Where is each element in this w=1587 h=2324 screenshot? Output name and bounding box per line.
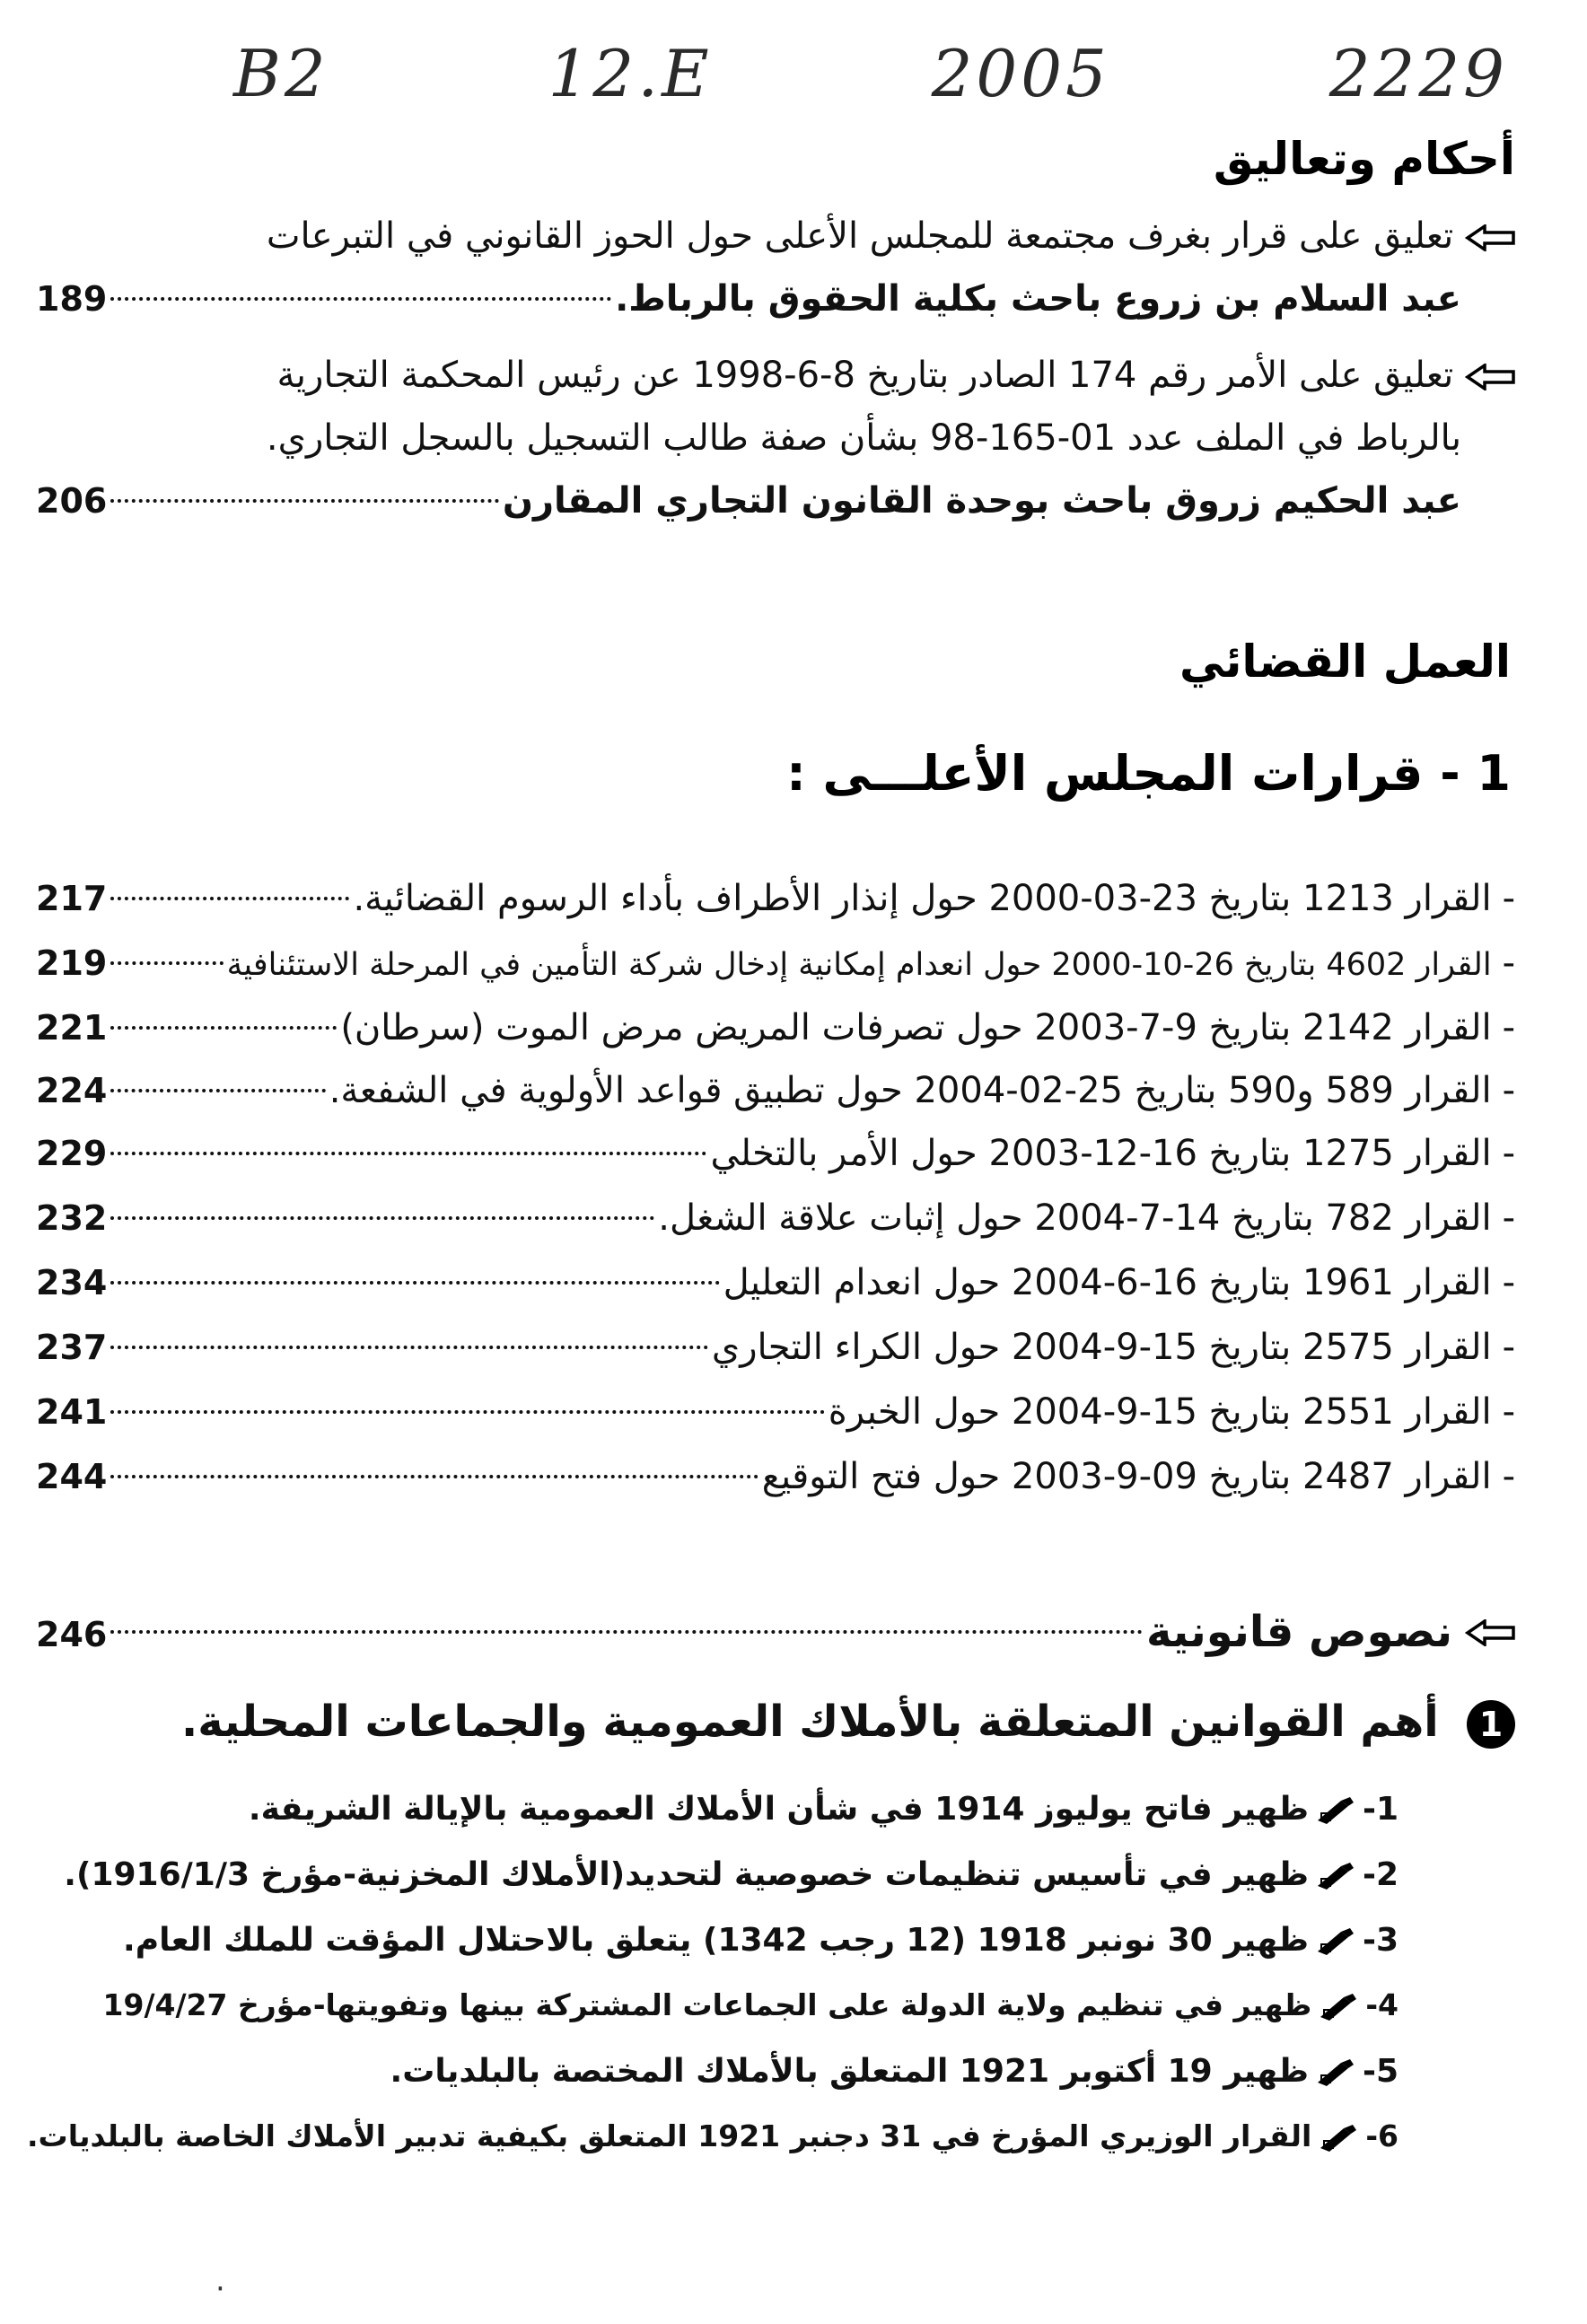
decision-row (36, 1327, 1515, 1368)
comment-1-line-1: تعليق على قرار بغرف مجتمعة للمجلس الأعلى حول الحوز القانوني في التبرعات (267, 215, 1515, 257)
legal-texts-title: نصوص قانونية (1146, 1607, 1452, 1657)
decision-prefix: - (1502, 1197, 1515, 1239)
law-item-number: 5- (1362, 2053, 1398, 2090)
decision-row (36, 1197, 1515, 1239)
decision-text: القرار 589 و590 بتاريخ 25-02-2004 حول تطبيق قواعد الأولوية في الشفعة. (329, 1070, 1492, 1111)
law-item-text: ظهير 19 أكتوبر 1921 المتعلق بالأملاك المختصة بالبلديات. (390, 2053, 1309, 2090)
pen-hand-icon (1314, 1926, 1357, 1957)
comments-section-title: أحكام وتعاليق (1213, 133, 1515, 185)
decision-prefix: - (1502, 1070, 1515, 1111)
law-item-number: 1- (1362, 1791, 1398, 1828)
decision-row (36, 1456, 1515, 1497)
leader-dots (110, 897, 349, 900)
decision-text: القرار 782 بتاريخ 14-7-2004 حول إثبات علاقة الشغل. (658, 1197, 1492, 1239)
page-number: 189 (36, 279, 108, 319)
law-item (123, 1922, 1398, 1959)
decision-prefix: - (1502, 1456, 1515, 1497)
leader-dots (110, 1281, 719, 1285)
page-number: 229 (36, 1134, 108, 1173)
comment-2-author: عبد الحكيم زروق باحث بوحدة القانون التجاري المقارن (502, 480, 1461, 522)
decisions-subtitle: 1 - قرارات المجلس الأعلـــى : (786, 745, 1511, 802)
decision-text: القرار 4602 بتاريخ 26-10-2000 حول انعدام إمكانية إدخال شركة التأمين في المرحلة الاستئنافية (226, 947, 1492, 983)
decision-row (36, 1007, 1515, 1048)
decision-text: القرار 1275 بتاريخ 16-12-2003 حول الأمر بالتخلي (710, 1133, 1492, 1174)
arrow-left-icon (1465, 224, 1515, 251)
page-number: 219 (36, 943, 108, 983)
law-item (64, 1856, 1398, 1893)
arrow-left-icon (1465, 1619, 1515, 1646)
handwritten-code: B2 (233, 36, 329, 111)
pen-hand-icon (1317, 1992, 1360, 2022)
comment-2-author-row (36, 480, 1461, 522)
decision-text: القرار 1213 بتاريخ 23-03-2000 حول إنذار الأطراف بأداء الرسوم القضائية. (353, 878, 1492, 919)
pen-hand-icon (1317, 2123, 1360, 2153)
comment-2-line-2: بالرباط في الملف عدد 01-165-98 بشأن صفة طالب التسجيل بالسجل التجاري. (266, 417, 1461, 459)
decision-row (36, 1070, 1515, 1111)
law-item-number: 4- (1365, 1987, 1398, 2022)
decision-row (36, 1133, 1515, 1174)
page-number: 241 (36, 1392, 108, 1432)
decision-row (36, 1391, 1515, 1433)
law-item-text: ظهير 30 نونبر 1918 (12 رجب 1342) يتعلق بالاحتلال المؤقت للملك العام. (123, 1922, 1309, 1959)
leader-dots (110, 1152, 706, 1155)
decision-prefix: - (1502, 1007, 1515, 1048)
page-number: 232 (36, 1198, 108, 1238)
laws-group-title: أهم القوانين المتعلقة بالأملاك العمومية والجماعات المحلية. (180, 1697, 1439, 1747)
law-item (103, 1987, 1398, 2022)
law-item-number: 2- (1362, 1856, 1398, 1893)
comment-2-line-1: تعليق على الأمر رقم 174 الصادر بتاريخ 8-6-1998 عن رئيس المحكمة التجارية (276, 355, 1515, 396)
decision-row (36, 943, 1515, 984)
leader-dots (110, 1346, 708, 1349)
page-number: 237 (36, 1328, 108, 1367)
group-number-badge: 1 (1467, 1700, 1515, 1749)
leader-dots (110, 1410, 824, 1414)
pen-hand-icon (1314, 2057, 1357, 2088)
decision-prefix: - (1502, 1262, 1515, 1303)
decision-prefix: - (1502, 943, 1515, 984)
page-number: 221 (36, 1008, 108, 1048)
scan-speck: · (215, 2271, 225, 2307)
decision-prefix: - (1502, 878, 1515, 919)
handwritten-year: 2005 (931, 36, 1110, 111)
page-number: 224 (36, 1071, 108, 1110)
page-number: 244 (36, 1457, 108, 1496)
handwritten-ref: 2229 (1328, 36, 1508, 111)
decision-text: القرار 1961 بتاريخ 16-6-2004 حول انعدام التعليل (723, 1262, 1492, 1303)
pen-hand-icon (1314, 1795, 1357, 1826)
decision-text: القرار 2142 بتاريخ 9-7-2003 حول تصرفات المريض مرض الموت (سرطان) (340, 1007, 1492, 1048)
laws-group-heading (181, 1697, 1515, 1749)
law-item-text: ظهير في تنظيم ولاية الدولة على الجماعات المشتركة بينها وتفويتها-مؤرخ 19/4/27 (102, 1987, 1312, 2022)
comment-1-author-row (36, 278, 1461, 320)
pen-hand-icon (1314, 1861, 1357, 1891)
page-number: 217 (36, 879, 108, 918)
legal-texts-row (36, 1607, 1515, 1657)
page-number: 246 (36, 1615, 108, 1654)
decision-prefix: - (1502, 1391, 1515, 1433)
law-item-text: ظهير في تأسيس تنظيمات خصوصية لتحديد(الأملاك المخزنية-مؤرخ 1916/1/3). (64, 1856, 1309, 1893)
handwritten-number: 12.E (548, 36, 713, 111)
decision-text: القرار 2575 بتاريخ 15-9-2004 حول الكراء التجاري (711, 1327, 1492, 1368)
leader-dots (110, 1089, 325, 1092)
leader-dots (110, 1630, 1143, 1634)
law-item-number: 3- (1362, 1922, 1398, 1959)
leader-dots (110, 1475, 758, 1478)
page-number: 206 (36, 481, 108, 521)
law-item (390, 2053, 1398, 2090)
leader-dots (110, 1216, 654, 1220)
decision-prefix: - (1502, 1133, 1515, 1174)
leader-dots (110, 297, 611, 301)
page-number: 234 (36, 1263, 108, 1302)
comment-1-author: عبد السلام بن زروع باحث بكلية الحقوق بالرباط. (615, 278, 1461, 320)
judicial-section-title: العمل القضائي (1179, 636, 1511, 688)
decision-text: القرار 2487 بتاريخ 09-9-2003 حول فتح التوقيع (761, 1456, 1492, 1497)
arrow-left-icon (1465, 364, 1515, 390)
leader-dots (110, 1026, 337, 1030)
handwritten-header (233, 36, 1508, 111)
leader-dots (110, 961, 223, 965)
law-item (27, 2118, 1398, 2153)
decision-prefix: - (1502, 1327, 1515, 1368)
decision-row (36, 878, 1515, 919)
law-item-text: ظهير فاتح يوليوز 1914 في شأن الأملاك العمومية بالإيالة الشريفة. (248, 1791, 1309, 1828)
decision-row (36, 1262, 1515, 1303)
law-item-text: القرار الوزيري المؤرخ في 31 دجنبر 1921 المتعلق بكيفية تدبير الأملاك الخاصة بالبلديات. (27, 2118, 1312, 2153)
law-item-number: 6- (1365, 2118, 1398, 2153)
decision-text: القرار 2551 بتاريخ 15-9-2004 حول الخبرة (828, 1391, 1492, 1433)
leader-dots (110, 499, 498, 503)
law-item (249, 1791, 1398, 1828)
